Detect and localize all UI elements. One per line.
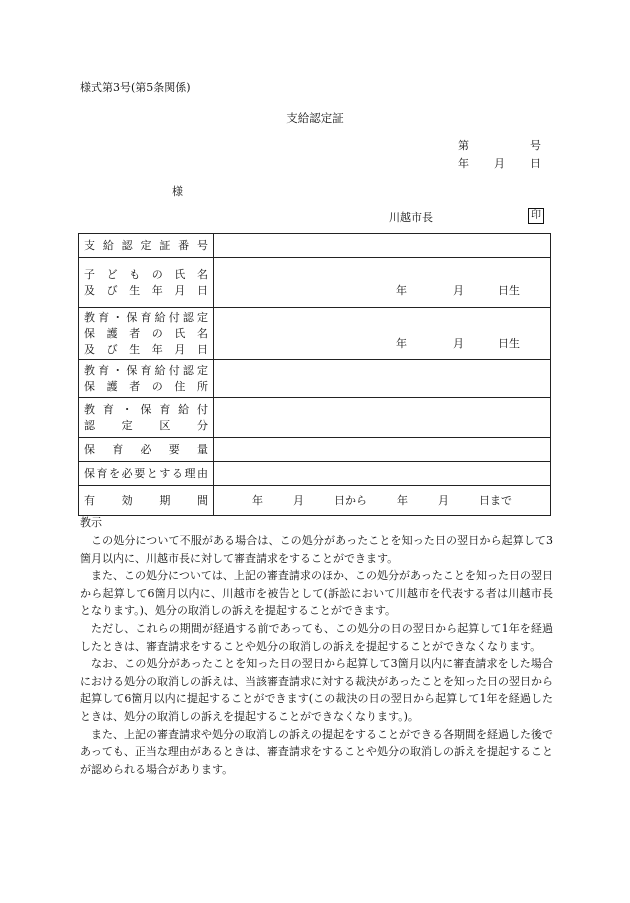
row-label — [79, 398, 214, 438]
instructions-body — [80, 532, 553, 778]
instructions-heading: 教示 — [80, 516, 102, 529]
label-line: 保 護 者 の 氏 名 — [84, 326, 208, 340]
birth-year-label: 年 — [396, 284, 407, 297]
guardian-address-cell — [214, 360, 551, 398]
instruction-paragraph: この処分について不服がある場合は、この処分があったことを知った日の翌日から起算して3箇月以内に、川越市長に対して審査請求をすることができます。 — [80, 534, 553, 565]
end-year-label: 年 — [397, 493, 408, 507]
instruction-paragraph: また、上記の審査請求や処分の取消しの訴えの提起をすることができる各期間を経過した後であっても、正当な理由があるときは、審査請求をすることや処分の取消しの訴えを提起することが認められる場合があります。 — [80, 727, 553, 776]
certificate-table — [78, 233, 551, 516]
birth-year-label: 年 — [396, 337, 407, 350]
birth-day-label: 日生 — [498, 284, 520, 297]
row-label — [79, 308, 214, 360]
label-line: 及 び 生 年 月 日 — [84, 342, 208, 356]
label-line: 及 び 生 年 月 日 — [84, 283, 208, 297]
table-row — [79, 438, 551, 462]
child-name-cell — [214, 258, 551, 308]
table-row — [79, 308, 551, 360]
certification-category-cell — [214, 398, 551, 438]
label-line: 子 ど も の 氏 名 — [84, 267, 208, 281]
date-year-label: 年 — [458, 157, 469, 170]
document-title: 支給認定証 — [286, 111, 344, 125]
addressee-suffix: 様 — [172, 185, 183, 198]
table-row — [79, 486, 551, 516]
instruction-paragraph: また、この処分については、上記の審査請求のほか、この処分があったことを知った日の翌日から起算して6箇月以内に、川越市を被告として(訴訟において川越市を代表する者は川越市長となります。)、処分の取消しの訴えを提起することができます。 — [80, 569, 553, 618]
label-line: 保 育 必 要 量 — [84, 442, 208, 456]
start-day-label: 日から — [334, 493, 367, 507]
number-suffix: 号 — [530, 139, 541, 152]
table-row — [79, 258, 551, 308]
form-number: 様式第3号(第5条関係) — [80, 81, 191, 94]
childcare-reason-cell — [214, 462, 551, 486]
label-line: 支 給 認 定 証 番 号 — [84, 238, 208, 252]
row-label — [79, 486, 214, 516]
number-prefix: 第 — [458, 139, 469, 152]
start-year-label: 年 — [252, 493, 263, 507]
label-line: 教育・保育給付認定 — [84, 363, 208, 377]
row-label — [79, 234, 214, 258]
label-line: 認 定 区 分 — [84, 418, 208, 432]
certificate-number-cell — [214, 234, 551, 258]
instruction-paragraph: なお、この処分があったことを知った日の翌日から起算して3箇月以内に審査請求をした場合における処分の取消しの訴えは、当該審査請求に対する裁決があったことを知った日の翌日から起算して6箇月以内に提起することができます(この裁決の日の翌日から起算して1年を経過したときは、処分の取消しの訴えを提起することができなくなります。)。 — [80, 657, 553, 723]
label-line: 有 効 期 間 — [84, 493, 208, 507]
date-day-label: 日 — [530, 157, 541, 170]
birth-month-label: 月 — [453, 337, 464, 350]
table-row — [79, 234, 551, 258]
label-line: 保育を必要とする理由 — [84, 466, 208, 480]
childcare-amount-cell — [214, 438, 551, 462]
label-line: 教 育 ・ 保 育 給 付 — [84, 402, 208, 416]
start-month-label: 月 — [293, 493, 304, 507]
issuer-name: 川越市長 — [389, 211, 433, 224]
birth-day-label: 日生 — [498, 337, 520, 350]
validity-period-cell — [214, 486, 551, 516]
guardian-name-cell — [214, 308, 551, 360]
birth-month-label: 月 — [453, 284, 464, 297]
table-row — [79, 360, 551, 398]
row-label — [79, 462, 214, 486]
row-label — [79, 258, 214, 308]
table-row — [79, 398, 551, 438]
date-month-label: 月 — [494, 157, 505, 170]
seal-mark: 印 — [528, 208, 544, 224]
table-row — [79, 462, 551, 486]
label-line: 保 護 者 の 住 所 — [84, 379, 208, 393]
row-label — [79, 360, 214, 398]
label-line: 教育・保育給付認定 — [84, 310, 208, 324]
row-label — [79, 438, 214, 462]
end-day-label: 日まで — [479, 493, 512, 507]
end-month-label: 月 — [438, 493, 449, 507]
instruction-paragraph: ただし、これらの期間が経過する前であっても、この処分の日の翌日から起算して1年を経過したときは、審査請求をすることや処分の取消しの訴えを提起することができなくなります。 — [80, 621, 553, 653]
